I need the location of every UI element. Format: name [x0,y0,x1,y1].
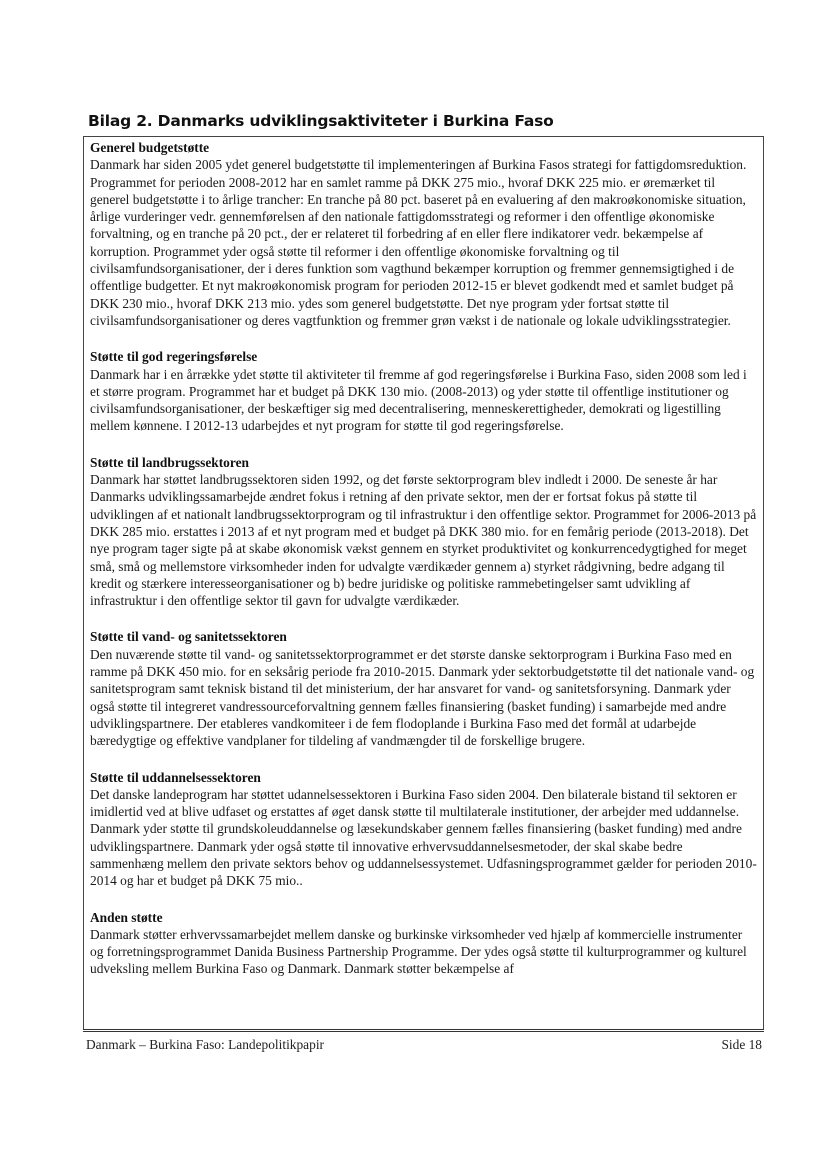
page-title: Bilag 2. Danmarks udviklingsaktiviteter i Burkina Faso [88,112,554,130]
section-body: Det danske landeprogram har støttet udannelsessektoren i Burkina Faso siden 2004. Den bilaterale bistand til sektoren er imidlertid ved at blive udfaset og erstattes af øget dansk støtte til multilaterale institutioner, der arbejder med uddannelse. Danmark yder støtte til grundskoleuddannelse og læsekundskaber gennem fælles finansiering (basket funding) med andre udviklingspartnere. Danmark yder også støtte til innovative erhvervsuddannelsesmetoder, der skal skabe bedre sammenhæng mellem den private sektors behov og uddannelsessystemet. Udfasningsprogrammet gælder for perioden 2010-2014 og har et budget på DKK 75 mio.. [90,786,757,889]
footer-document-title: Danmark – Burkina Faso: Landepolitikpapir [86,1037,325,1052]
section-vand-og-sanitet [90,628,757,749]
section-uddannelsessektoren [90,769,757,890]
footer-page-number: Side 18 [721,1037,762,1052]
section-generel-budgetstotte [90,139,757,329]
content-box [83,136,764,1029]
section-heading: Støtte til god regeringsførelse [90,349,258,365]
section-heading: Støtte til landbrugssektoren [90,454,249,470]
section-heading: Anden støtte [90,909,163,925]
section-body: Den nuværende støtte til vand- og sanitetssektorprogrammet er det største danske sektorprogram i Burkina Faso med en ramme på DKK 450 mio. for en seksårig periode fra 2010-2015. Danmark yder sektorbudgetstøtte til det nationale vand- og sanitetsprogram samt teknisk bistand til det ministerium, der har ansvaret for vand- og sanitetsforsyning. Danmark yder også støtte til integreret vandressourceforvaltning gennem fælles finansiering (basket funding) i samarbejde med andre udviklingspartnere. Der etableres vandkomiteer i de fem flodoplande i Burkina Faso med det formål at udarbejde bæredygtige og effektive vandplaner for tildeling af vandmængder til de forskellige brugere. [90,646,755,749]
footer-divider [83,1029,764,1032]
section-body: Danmark har støttet landbrugssektoren siden 1992, og det første sektorprogram blev indledt i 2000. De seneste år har Danmarks udviklingssamarbejde ændret fokus i retning af den private sektor, men der er fortsat fokus på støtte til udviklingen af et nationalt landbrugssektorprogram og til infrastruktur i den offentlige sektor. Programmet for 2006-2013 på DKK 285 mio. erstattes i 2013 af et nyt program med et budget på DKK 380 mio. for en femårig periode (2013-2018). Det nye program tager sigte på at skabe økonomisk vækst gennem en styrket produktivitet og konkurrencedygtighed for meget små, små og mellemstore virksomheder inden for udvalgte værdikæder gennem a) styrket rådgivning, bedre adgang til kredit og stærkere interesseorganisationer og b) bedre juridiske og politiske rammebetingelser samt udvikling af infrastruktur i den offentlige sektor til gavn for udvalgte værdikæder. [90,472,757,609]
section-anden-stotte [90,909,757,978]
section-body: Danmark støtter erhvervssamarbejdet mellem danske og burkinske virksomheder ved hjælp af kommercielle instrumenter og forretningsprogrammet Danida Business Partnership Programme. Der ydes også støtte til kulturprogrammer og kulturel udveksling mellem Burkina Faso og Danmark. Danmark støtter bekæmpelse af [90,926,747,977]
section-heading: Støtte til vand- og sanitetssektoren [90,629,287,645]
section-body: Danmark har siden 2005 ydet generel budgetstøtte til implementeringen af Burkina Fasos strategi for fattigdomsreduktion. Programmet for perioden 2008-2012 har en samlet ramme på DKK 275 mio., hvoraf DKK 225 mio. er øremærket til generel budgetstøtte i to årlige trancher: En tranche på 80 pct. baseret på en evaluering af den makroøkonomiske situation, årlige vurderinger vedr. gennemførelsen af den nationale fattigdomsstrategi og reformer i den offentlige økonomiske forvaltning, og en tranche på 20 pct., der er relateret til forbedring af en eller flere indikatorer vedr. bekæmpelse af korruption. Programmet yder også støtte til reformer i den offentlige økonomiske forvaltning og til civilsamfundsorganisationer, der i deres funktion som vagthund bekæmper korruption og fremmer gennemsigtighed i de offentlige budgetter. Et nyt makroøkonomisk program for perioden 2012-15 er blevet godkendt med et samlet budget på DKK 230 mio., hvoraf DKK 213 mio. ydes som generel budgetstøtte. Det nye program yder fortsat støtte til civilsamfundsorganisationer og deres vagtfunktion og fremmer grøn vækst i de nationale og lokale udviklingsstrategier. [90,157,747,328]
content-body [84,137,763,978]
section-landbrugssektoren [90,454,757,610]
section-body: Danmark har i en årrække ydet støtte til aktiviteter til fremme af god regeringsførelse i Burkina Faso, siden 2008 som led i et større program. Programmet har et budget på DKK 130 mio. (2008-2013) og yder støtte til offentlige institutioner og civilsamfundsorganisationer, der beskæftiger sig med decentralisering, menneskerettigheder, demokrati og ligestilling mellem kønnene. I 2012-13 udarbejdes et nyt program for støtte til god regeringsførelse. [90,366,747,434]
section-heading: Støtte til uddannelsessektoren [90,769,261,785]
section-god-regeringsforelse [90,348,757,434]
section-heading: Generel budgetstøtte [90,140,210,155]
